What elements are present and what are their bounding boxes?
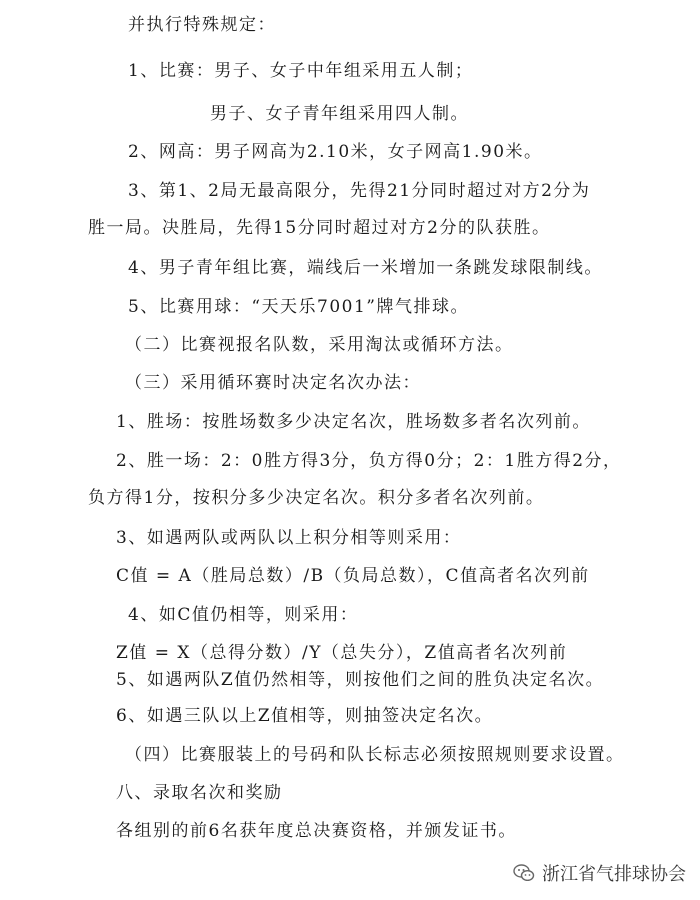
wechat-watermark bbox=[512, 860, 686, 886]
watermark-text: 浙江省气排球协会 bbox=[542, 864, 686, 885]
text-line-1: 并执行特殊规定： bbox=[128, 15, 276, 35]
text-line-7: 4、男子青年组比赛，端线后一米增加一条跳发球限制线。 bbox=[128, 258, 603, 278]
text-line-8: 5、比赛用球：“天天乐7001”牌气排球。 bbox=[128, 297, 469, 317]
text-line-3: 男子、女子青年组采用四人制。 bbox=[210, 104, 469, 124]
text-line-10: （三）采用循环赛时决定名次办法： bbox=[125, 373, 421, 393]
text-line-16: 4、如C值仍相等，则采用： bbox=[128, 605, 359, 625]
text-line-6: 胜一局。决胜局，先得15分同时超过对方2分的队获胜。 bbox=[88, 218, 551, 238]
text-line-22: 各组别的前6名获年度总决赛资格，并颁发证书。 bbox=[116, 821, 517, 841]
text-line-20: （四）比赛服装上的号码和队长标志必须按照规则要求设置。 bbox=[125, 745, 625, 765]
text-line-12: 2、胜一场：2：0胜方得3分，负方得0分；2：1胜方得2分， bbox=[116, 451, 622, 471]
wechat-icon bbox=[512, 861, 536, 885]
text-line-11: 1、胜场：按胜场数多少决定名次，胜场数多者名次列前。 bbox=[116, 412, 591, 432]
text-line-4: 2、网高：男子网高为2.10米，女子网高1.90米。 bbox=[128, 142, 543, 162]
text-line-19: 6、如遇三队以上Z值相等，则抽签决定名次。 bbox=[116, 706, 494, 726]
text-line-5: 3、第1、2局无最高限分，先得21分同时超过对方2分为 bbox=[128, 181, 591, 201]
text-line-13: 负方得1分，按积分多少决定名次。积分多者名次列前。 bbox=[88, 488, 545, 508]
text-line-18: 5、如遇两队Z值仍然相等，则按他们之间的胜负决定名次。 bbox=[116, 670, 605, 690]
text-line-14: 3、如遇两队或两队以上积分相等则采用： bbox=[116, 528, 462, 548]
text-line-21: 八、录取名次和奖励 bbox=[116, 783, 283, 803]
text-line-2: 1、比赛：男子、女子中年组采用五人制； bbox=[128, 61, 474, 81]
text-line-17: Z值 = X（总得分数）/Y（总失分），Z值高者名次列前 bbox=[116, 643, 568, 663]
text-line-15: C值 = A（胜局总数）/B（负局总数），C值高者名次列前 bbox=[116, 566, 590, 586]
text-line-9: （二）比赛视报名队数，采用淘汰或循环方法。 bbox=[125, 335, 514, 355]
